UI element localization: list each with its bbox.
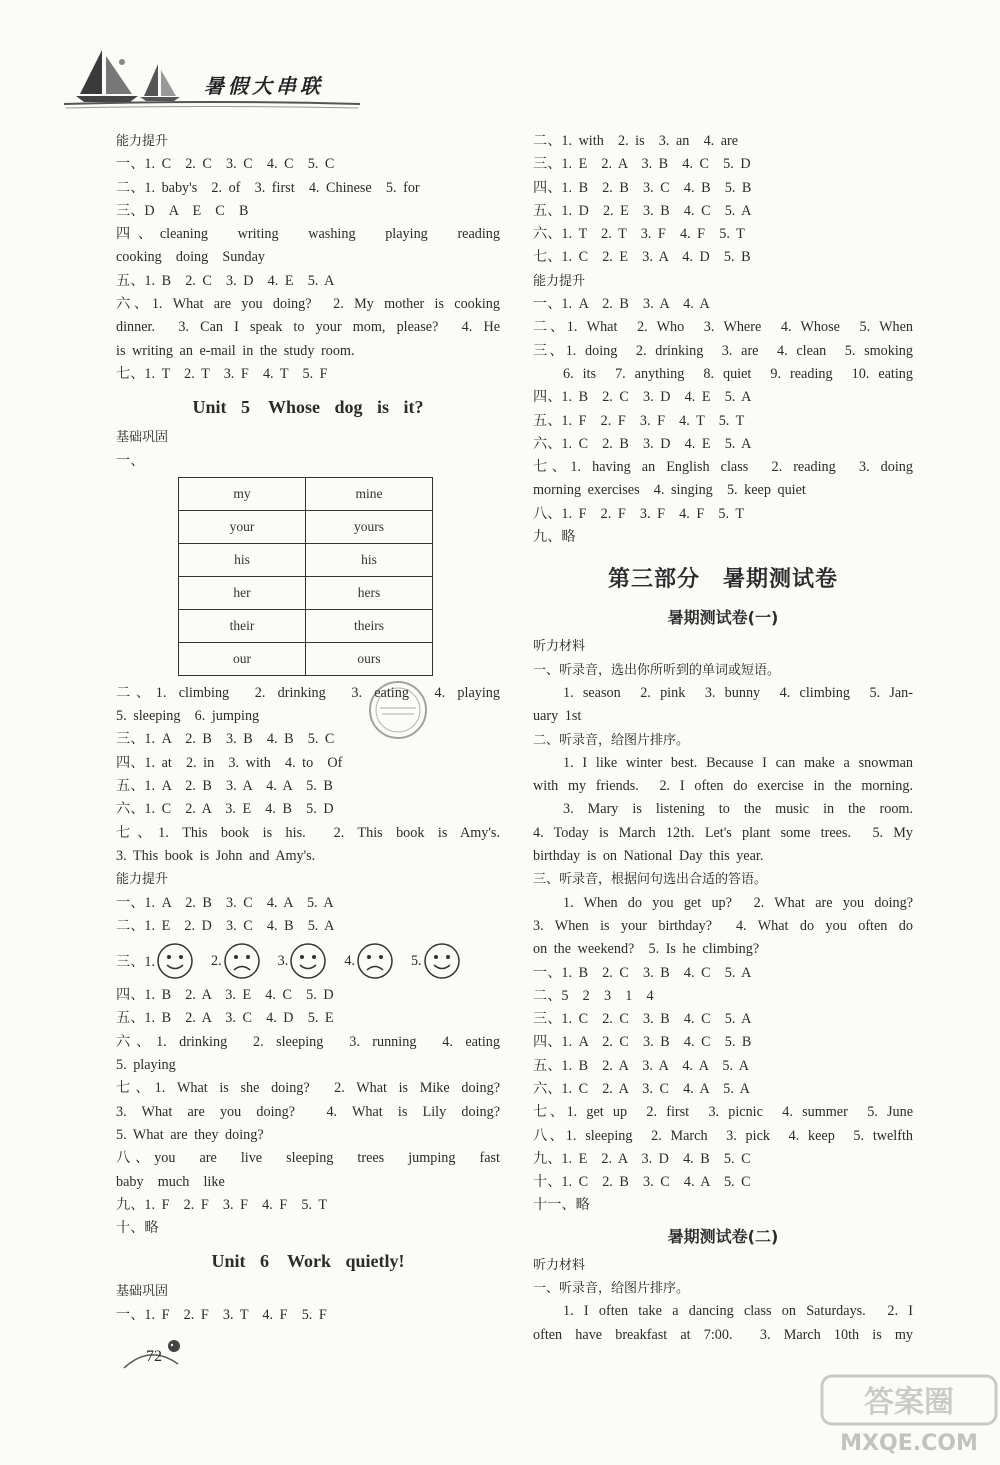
answer-line: 一、1. A 2. B 3. C 4. A 5. A <box>116 894 334 911</box>
table-cell: theirs <box>306 609 433 642</box>
unit-title: Unit 5 Whose dog is it? <box>192 397 424 418</box>
answer-line: 九、略 <box>533 529 576 546</box>
answer-line: 五、1. D 2. E 3. B 4. C 5. A <box>533 202 752 219</box>
section-label: 听力材料 <box>533 639 586 655</box>
answer-line: 四、cleaning writing washing playing reading <box>116 226 500 243</box>
section-label: 听力材料 <box>533 1257 586 1273</box>
answer-line: baby much like <box>116 1173 225 1190</box>
answer-line: 二、1. with 2. is 3. an 4. are <box>533 133 739 149</box>
table-cell: her <box>179 576 306 609</box>
face-item <box>278 941 329 981</box>
answer-line: 4. Today is March 12th. Let's plant some trees. 5. My <box>533 824 913 841</box>
header-banner <box>62 42 362 112</box>
answer-line: 七、1. having an English class 2. reading 3. doing <box>533 459 913 476</box>
faces-answer-row <box>116 938 500 984</box>
answer-line: 四、1. B 2. C 3. D 4. E 5. A <box>533 389 752 406</box>
table-cell: our <box>179 642 306 675</box>
face-number: 3. <box>277 952 289 969</box>
section-label: 能力提升 <box>116 134 169 149</box>
left-column <box>116 130 500 1327</box>
face-number: 4. <box>344 952 355 969</box>
table-cell: ours <box>306 642 433 675</box>
table-row <box>179 543 433 576</box>
question-heading: 二、听录音，给图片排序。 <box>533 732 690 748</box>
answer-line: 一、1. F 2. F 3. T 4. F 5. F <box>116 1306 327 1323</box>
table-cell: his <box>179 543 306 576</box>
answer-line: 3. What are you doing? 4. What is Lily doing? <box>116 1103 500 1120</box>
answer-line: 二、5 2 3 1 4 <box>533 987 654 1004</box>
answer-line: 八、you are live sleeping trees jumping fast <box>116 1150 500 1167</box>
answer-line: 一、1. C 2. C 3. C 4. C 5. C <box>116 156 335 173</box>
table-cell: hers <box>306 576 433 609</box>
face-number: 三、1. <box>116 954 156 971</box>
face-item <box>211 941 262 981</box>
answer-line: dinner. 3. Can I speak to your mom, please? 4. He <box>116 319 500 336</box>
table-row <box>179 642 433 675</box>
answer-line: 1. season 2. pink 3. bunny 4. climbing 5. Jan- <box>563 684 913 701</box>
happy-face-icon <box>155 941 195 981</box>
answer-line: 二、1. E 2. D 3. C 4. B 5. A <box>116 917 335 934</box>
answer-line: 6. its 7. anything 8. quiet 9. reading 10. eating <box>563 365 913 382</box>
answer-line: morning exercises 4. singing 5. keep quiet <box>533 482 806 499</box>
table-cell: your <box>179 510 306 543</box>
answer-line: 六、1. T 2. T 3. F 4. F 5. T <box>533 226 745 243</box>
answer-line: 二、1. climbing 2. drinking 3. eating 4. playing <box>116 684 500 701</box>
answer-line: 六、1. What are you doing? 2. My mother is cooking <box>116 296 500 313</box>
happy-face-icon <box>288 941 328 981</box>
svg-text:答案圈: 答案圈 <box>864 1385 954 1420</box>
table-cell: his <box>306 543 433 576</box>
sad-face-icon <box>355 941 395 981</box>
pronoun-table <box>178 477 433 676</box>
answer-line: 四、1. A 2. C 3. B 4. C 5. B <box>533 1034 752 1051</box>
answer-line: is writing an e-mail in the study room. <box>116 342 355 359</box>
answer-line: 三、1. A 2. B 3. B 4. B 5. C <box>116 731 335 748</box>
answer-line: 3. Mary is listening to the music in the room. <box>563 801 913 818</box>
answer-line: 十、略 <box>116 1220 159 1237</box>
answer-line: 十一、略 <box>533 1197 590 1214</box>
table-cell: mine <box>306 477 433 510</box>
answer-line: 六、1. C 2. B 3. D 4. E 5. A <box>533 435 752 452</box>
answer-line: 三、1. doing 2. drinking 3. are 4. clean 5. smoking <box>533 342 913 359</box>
exam-title: 暑期测试卷(一) <box>667 608 779 628</box>
face-item <box>344 941 395 981</box>
table-row <box>179 576 433 609</box>
table-row <box>179 510 433 543</box>
part-title: 第三部分 暑期测试卷 <box>607 567 838 593</box>
answer-line: 五、1. B 2. A 3. C 4. D 5. E <box>116 1010 334 1027</box>
answer-line: 四、1. at 2. in 3. with 4. to Of <box>116 754 343 771</box>
answer-line: on the weekend? 5. Is he climbing? <box>533 941 760 958</box>
answer-line: 七、1. This book is his. 2. This book is Amy's. <box>116 824 500 841</box>
answer-line: 三、D A E C B <box>116 202 249 219</box>
answer-line: often have breakfast at 7:00. 3. March 10th is my <box>533 1326 913 1343</box>
question-heading: 一、听录音，选出你所听到的单词或短语。 <box>533 662 781 678</box>
page-number: 72 <box>146 1348 162 1365</box>
answer-line: 八、1. F 2. F 3. F 4. F 5. T <box>533 505 745 522</box>
answer-line: uary 1st <box>533 708 582 725</box>
answer-line: 1. I often take a dancing class on Saturdays. 2. I <box>563 1303 913 1320</box>
section-label: 能力提升 <box>116 872 169 888</box>
right-column <box>533 130 913 1347</box>
answer-line: 二、1. What 2. Who 3. Where 4. Whose 5. When <box>533 319 913 336</box>
answer-line: 九、1. F 2. F 3. F 4. F 5. T <box>116 1196 328 1213</box>
header-title: 暑假大串联 <box>204 74 324 98</box>
answer-line: 三、1. C 2. C 3. B 4. C 5. A <box>533 1011 752 1028</box>
answer-line: with my friends. 2. I often do exercise in the morning. <box>533 778 913 795</box>
answer-line: 四、1. B 2. B 3. C 4. B 5. B <box>533 179 752 196</box>
question-heading: 一、听录音，给图片排序。 <box>533 1281 690 1297</box>
answer-line: 三、1. E 2. A 3. B 4. C 5. D <box>533 156 751 173</box>
answer-line: 3. This book is John and Amy's. <box>116 847 316 864</box>
answer-line: birthday is on National Day this year. <box>533 848 764 865</box>
answer-line: 一、1. B 2. C 3. B 4. C 5. A <box>533 964 752 981</box>
question-heading: 三、听录音，根据问句选出合适的答语。 <box>533 872 768 888</box>
sad-face-icon <box>222 941 262 981</box>
face-item <box>411 941 462 981</box>
answer-line: 十、1. C 2. B 3. C 4. A 5. C <box>533 1174 751 1191</box>
answer-line: cooking doing Sunday <box>116 249 265 266</box>
table-cell: yours <box>306 510 433 543</box>
site-logo <box>818 1370 1000 1460</box>
answer-line: 3. When is your birthday? 4. What do you often do <box>533 917 913 934</box>
stamp-icon <box>366 678 430 742</box>
table-cell: their <box>179 609 306 642</box>
answer-line: 五、1. F 2. F 3. F 4. T 5. T <box>533 412 745 429</box>
section-label: 能力提升 <box>533 273 586 289</box>
question-number: 一、 <box>116 452 145 469</box>
section-label: 基础巩固 <box>116 1284 169 1300</box>
answer-line: 九、1. E 2. A 3. D 4. B 5. C <box>533 1150 751 1167</box>
answer-line: 四、1. B 2. A 3. E 4. C 5. D <box>116 987 334 1004</box>
section-label: 基础巩固 <box>116 430 169 446</box>
exam-title: 暑期测试卷(二) <box>667 1226 779 1246</box>
table-cell: my <box>179 477 306 510</box>
answer-line: 六、1. drinking 2. sleeping 3. running 4. eating <box>116 1033 500 1050</box>
page-number-badge <box>120 1338 180 1378</box>
answer-line: 五、1. B 2. A 3. A 4. A 5. A <box>533 1057 750 1074</box>
answer-line: 一、1. A 2. B 3. A 4. A <box>533 296 710 313</box>
answer-line: 五、1. B 2. C 3. D 4. E 5. A <box>116 272 335 289</box>
face-number: 5. <box>410 952 422 969</box>
answer-line: 5. sleeping 6. jumping <box>116 708 260 725</box>
answer-line: 二、1. baby's 2. of 3. first 4. Chinese 5. for <box>116 179 420 196</box>
face-number: 2. <box>211 952 222 969</box>
answer-line: 六、1. C 2. A 3. E 4. B 5. D <box>116 801 334 818</box>
answer-line: 5. What are they doing? <box>116 1126 264 1143</box>
answer-line: 七、1. T 2. T 3. F 4. T 5. F <box>116 365 328 382</box>
answer-line: 七、1. C 2. E 3. A 4. D 5. B <box>533 249 751 266</box>
unit-title: Unit 6 Work quietly! <box>211 1251 405 1272</box>
answer-line: 五、1. A 2. B 3. A 4. A 5. B <box>116 778 333 795</box>
svg-text:MXQE.COM: MXQE.COM <box>840 1431 978 1456</box>
answer-line: 5. playing <box>116 1057 176 1074</box>
answer-line: 1. I like winter best. Because I can make a snowman <box>563 754 913 771</box>
answer-line: 1. When do you get up? 2. What are you doing? <box>563 894 913 911</box>
table-row <box>179 477 433 510</box>
table-row <box>179 609 433 642</box>
answer-line: 六、1. C 2. A 3. C 4. A 5. A <box>533 1080 750 1097</box>
happy-face-icon <box>422 941 462 981</box>
answer-line: 八、1. sleeping 2. March 3. pick 4. keep 5. twelfth <box>533 1127 913 1144</box>
face-item <box>116 941 195 981</box>
answer-line: 七、1. What is she doing? 2. What is Mike doing? <box>116 1080 500 1097</box>
answer-line: 七、1. get up 2. first 3. picnic 4. summer 5. June <box>533 1104 913 1121</box>
